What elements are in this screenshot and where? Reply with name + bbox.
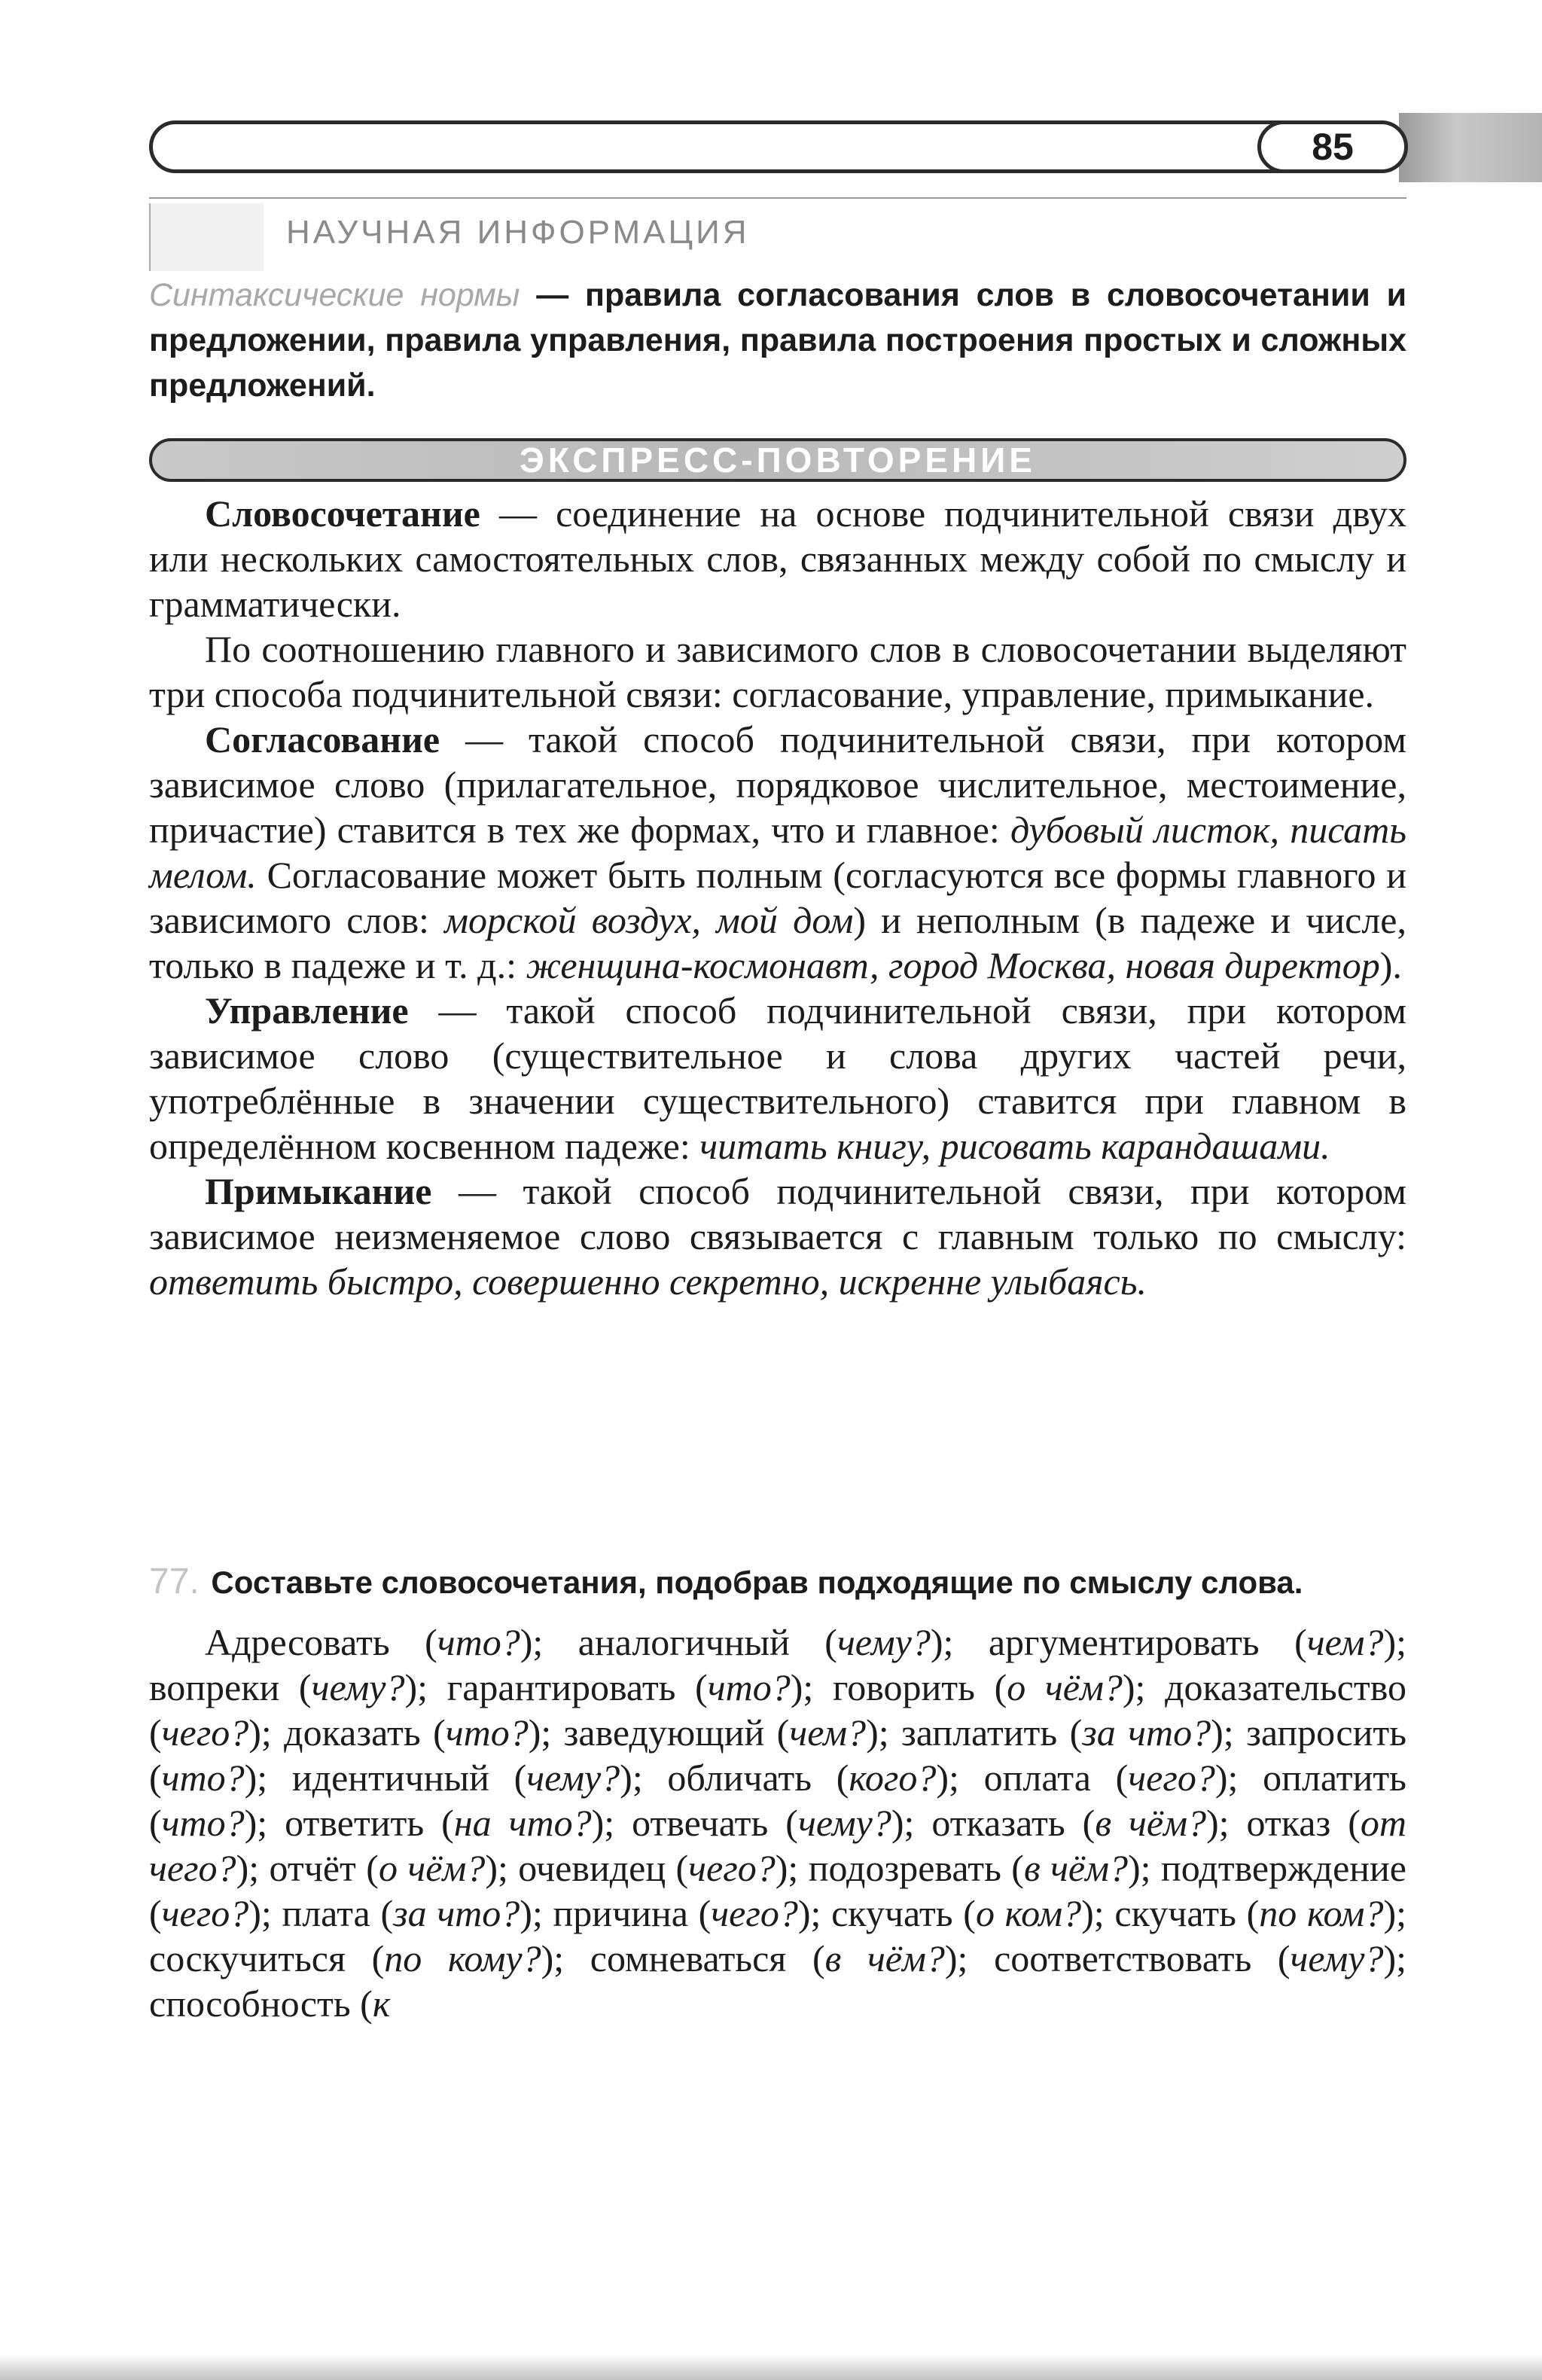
term-government: Управление [205, 989, 409, 1032]
page-number [1257, 120, 1408, 173]
paragraph-agreement: Согласование — такой способ подчинительной связи, при котором зависимое слово (прилагательное, порядковое числительное, местоимение, причастие) ставится в тех же формах, что и главное: дубовый листок, писать мелом. Согласование может быть полным (согласуются все формы главного и зависимого слов: морской воздух, мой дом) и неполным (в падеже и числе, только в падеже и т. д.: женщина-космонавт, город Москва, новая директор). [149, 718, 1406, 986]
word-question: о ком? [975, 1892, 1082, 1934]
word-text: ); обличать ( [620, 1757, 849, 1799]
word-text: ); говорить ( [790, 1666, 1007, 1708]
word-text: ); плата ( [248, 1892, 394, 1934]
word-text: ); скучать ( [1081, 1892, 1260, 1934]
word-text: ); аналогичный ( [520, 1621, 837, 1663]
word-question: чего? [711, 1892, 798, 1934]
word-question: чему? [797, 1802, 891, 1844]
word-question: чем? [789, 1711, 867, 1754]
term-adjunction: Примыкание [205, 1170, 432, 1212]
word-question: о чём? [378, 1847, 486, 1889]
review-banner [149, 438, 1406, 482]
task-instruction: 77. Составьте словосочетания, подобрав подходящие по смыслу слова. [149, 1562, 1303, 1601]
word-text: ); подтверждение ( [149, 1847, 1406, 1934]
review-body [149, 491, 1406, 1304]
word-question: в чём? [824, 1937, 945, 1979]
word-question: в чём? [1095, 1802, 1206, 1844]
word-text: ); соответствовать ( [944, 1937, 1291, 1979]
word-text: ); аргументировать ( [930, 1621, 1307, 1663]
word-question: что? [161, 1757, 245, 1799]
word-question: чем? [1306, 1621, 1384, 1663]
word-text: ); отказать ( [891, 1802, 1096, 1844]
word-text: ); отчёт ( [236, 1847, 379, 1889]
word-text: ); доказать ( [248, 1711, 446, 1754]
paragraph-adjunction: Примыкание — такой способ подчинительной связи, при котором зависимое неизменяемое слово связывается с главным только по смыслу: ответить быстро, совершенно секретно, искренне улыбаясь. [149, 1170, 1406, 1303]
word-text: ); отказ ( [1205, 1802, 1361, 1844]
example: женщина-космонавт, город Москва, новая директор [526, 944, 1380, 986]
task-77 [149, 1560, 1406, 2026]
info-definition-text: — правила согласования слов в словосочетании и предложении, правила управления, правила построения простых и сложных предложений. [149, 277, 1406, 404]
word-text: ); причина ( [520, 1892, 712, 1934]
word-question: от чего? [149, 1802, 1406, 1889]
term-collocation: Словосочетание [205, 492, 480, 535]
word-question: чему? [837, 1621, 931, 1663]
info-definition [149, 273, 1406, 408]
term-agreement: Согласование [205, 718, 440, 760]
word-text: ); сомневаться ( [541, 1937, 825, 1979]
word-text: ); оплата ( [936, 1757, 1129, 1799]
word-question: чего? [688, 1847, 776, 1889]
page-number-text: 85 [1312, 126, 1354, 168]
paragraph-government: Управление — такой способ подчинительной связи, при котором зависимое слово (существительное и слова других частей речи, употреблённые в значении существительного) ставится при главном в определённом косвенном падеже: читать книгу, рисовать карандашами. [149, 989, 1406, 1167]
word-question: чего? [161, 1711, 249, 1754]
word-question: чему? [1290, 1937, 1384, 1979]
word-question: чему? [526, 1757, 620, 1799]
word-text: ); оплатить ( [149, 1757, 1406, 1844]
word-text: ); способность ( [149, 1937, 1406, 2025]
word-text: ); заведующий ( [528, 1711, 790, 1754]
word-question: чему? [311, 1666, 405, 1708]
review-heading: ЭКСПРЕСС-ПОВТОРЕНИЕ [520, 440, 1036, 480]
info-rule [149, 197, 1406, 199]
word-text: ); ответить ( [244, 1802, 454, 1844]
paragraph-collocation: Словосочетание — соединение на основе подчинительной связи двух или нескольких самостоятельных слов, связанных между собой по смыслу и грамматически. [149, 492, 1406, 625]
paragraph-types: По соотношению главного и зависимого слов в словосочетании выделяют три способа подчинительной связи: согласование, управление, примыкание. [149, 628, 1406, 715]
info-term: Синтаксические нормы [149, 277, 520, 313]
header-shade [1399, 113, 1542, 182]
word-text: ); запросить ( [149, 1711, 1406, 1799]
info-bracket [149, 203, 264, 271]
word-question: кого? [849, 1757, 937, 1799]
word-text: ); доказательство ( [149, 1666, 1406, 1754]
word-text: ); вопреки ( [149, 1621, 1406, 1708]
info-heading: НАУЧНАЯ ИНФОРМАЦИЯ [286, 214, 750, 251]
word-question: чего? [161, 1892, 249, 1934]
example: ответить быстро, совершенно секретно, искренне улыбаясь. [149, 1260, 1147, 1303]
word-question: за что? [393, 1892, 520, 1934]
word-question: на что? [453, 1802, 592, 1844]
word-text: ); отвечать ( [591, 1802, 798, 1844]
word-question: в чём? [1023, 1847, 1129, 1889]
word-question: что? [161, 1802, 245, 1844]
header-bar [149, 120, 1406, 173]
example: дубовый листок, писать мелом. [149, 809, 1406, 896]
word-text: ); очевидец ( [485, 1847, 689, 1889]
word-text: ); идентичный ( [244, 1757, 527, 1799]
task-words [149, 1620, 1406, 2026]
word-question: к [372, 1982, 391, 2025]
example: читать книгу, рисовать карандашами. [699, 1125, 1330, 1167]
word-text: ); подозревать ( [775, 1847, 1024, 1889]
task-number: 77. [149, 1562, 200, 1601]
word-text: ); гарантировать ( [404, 1666, 708, 1708]
word-text: ); соскучиться ( [149, 1892, 1406, 1979]
word-question: что? [445, 1711, 529, 1754]
word-text: Адресовать ( [205, 1621, 437, 1663]
page-edge-shadow [0, 2354, 1542, 2380]
word-question: что? [437, 1621, 520, 1663]
word-text: ); заплатить ( [866, 1711, 1083, 1754]
word-question: за что? [1082, 1711, 1211, 1754]
word-question: чего? [1128, 1757, 1215, 1799]
word-question: что? [707, 1666, 791, 1708]
word-question: о чём? [1007, 1666, 1123, 1708]
word-question: по ком? [1259, 1892, 1384, 1934]
word-question: по кому? [384, 1937, 541, 1979]
word-text: ); скучать ( [797, 1892, 976, 1934]
example: морской воздух, мой дом [444, 899, 854, 941]
